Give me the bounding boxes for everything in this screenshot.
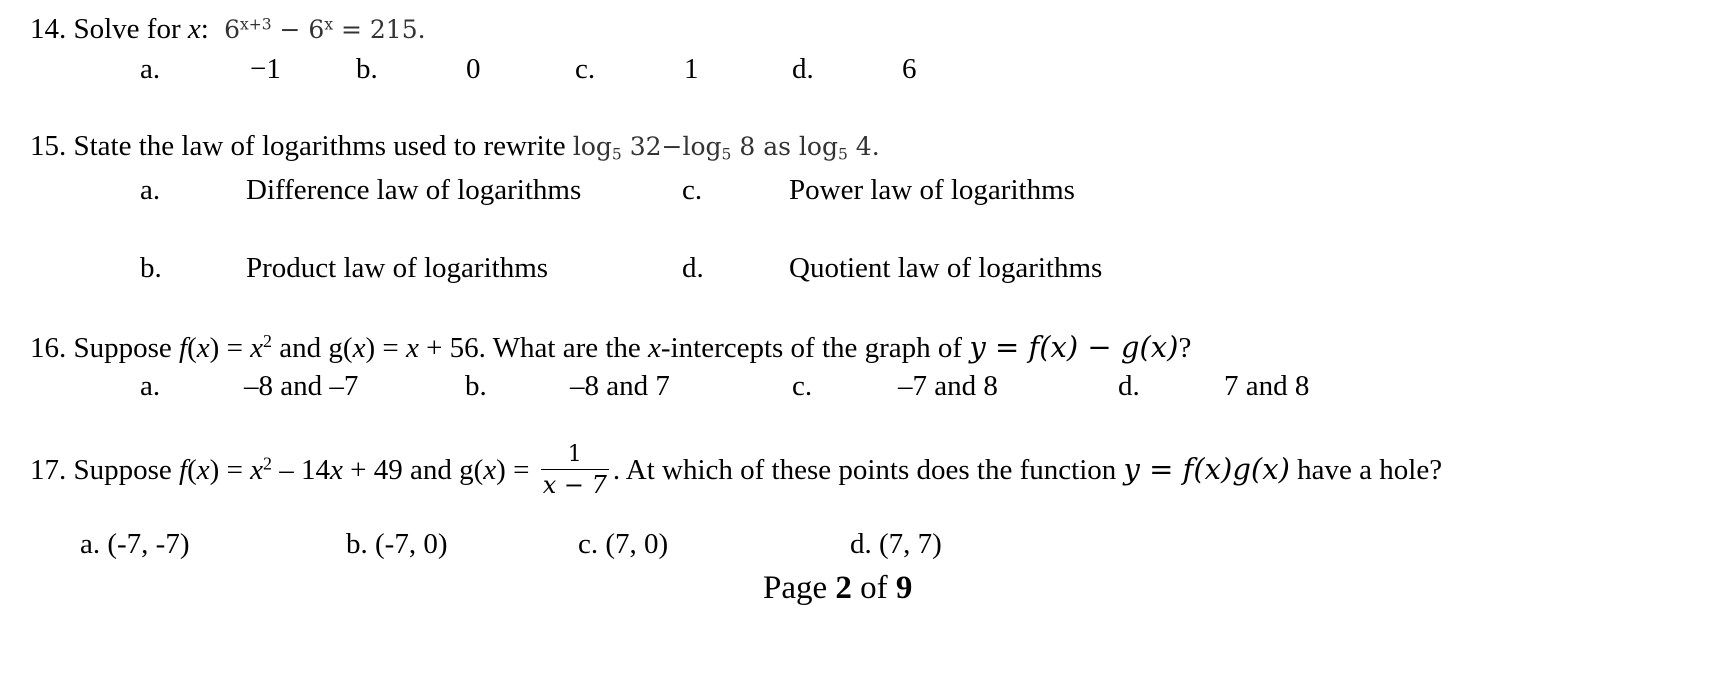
option-value: 0 (466, 53, 481, 85)
text: ) = (209, 454, 251, 487)
option-value: Power law of logarithms (789, 174, 1075, 206)
text: ? (1178, 332, 1192, 364)
variable-x: x (648, 332, 661, 364)
question-17 (30, 442, 1443, 499)
option-letter: b. (140, 252, 162, 284)
variable-x: x (405, 332, 419, 364)
option-letter: c. (792, 370, 813, 402)
option-letter: a. (140, 174, 161, 206)
text: + 49 and g( (342, 454, 484, 487)
option-letter: c. (682, 174, 703, 206)
eq-rhs: = 215. (333, 15, 426, 44)
variable-x: x (483, 454, 497, 487)
fraction-denominator: x − 7 (542, 471, 607, 499)
text: -intercepts of the graph of (660, 332, 970, 364)
text: ) = (496, 454, 537, 487)
page-number (763, 572, 912, 605)
option-letter: d. (1118, 370, 1140, 402)
log-word: log (572, 132, 612, 161)
question-14 (30, 15, 426, 44)
log-arg: 8 as (731, 132, 799, 161)
option-value: 6 (902, 53, 917, 85)
log-word: log (798, 132, 838, 161)
option-value: –8 and –7 (244, 370, 359, 402)
variable-x: x (330, 454, 343, 487)
text: ( (187, 332, 197, 364)
option-letter: c. (575, 53, 596, 85)
option-value: −1 (250, 53, 281, 85)
variable-x: x (196, 454, 210, 487)
text: and g( (272, 332, 353, 364)
question-14-text: 14. Solve for (30, 13, 188, 45)
log-arg: 32− (621, 132, 683, 161)
total-pages: 9 (895, 570, 913, 606)
option-value: Product law of logarithms (246, 252, 549, 284)
text: . At which of these points does the function (612, 454, 1124, 487)
function-f: f (179, 454, 188, 487)
fraction-numerator: 1 (567, 442, 582, 467)
log-base: 5 (837, 145, 848, 164)
text: 16. Suppose (30, 332, 180, 364)
question-15-expression (572, 132, 880, 164)
question-16 (30, 330, 1192, 364)
option-value: –7 and 8 (898, 370, 998, 402)
eq-base: 6 (224, 15, 240, 44)
text: ) = (365, 332, 406, 364)
text: + 56. What are the (418, 332, 649, 364)
exponent: 2 (263, 331, 273, 352)
option-letter: d. (682, 252, 704, 284)
option: c. (7, 0) (578, 528, 669, 560)
option: b. (-7, 0) (346, 528, 448, 560)
text: ( (187, 454, 197, 487)
log-word: log (682, 132, 722, 161)
function-expression: y = f(x) − g(x) (969, 330, 1179, 364)
option-letter: b. (356, 53, 378, 85)
question-15-text: 15. State the law of logarithms used to rewrite (30, 130, 573, 162)
option-value: 1 (684, 53, 699, 85)
variable-x: x (187, 13, 201, 45)
eq-exponent: x (324, 15, 334, 34)
variable-x: x (352, 332, 366, 364)
current-page: 2 (835, 570, 852, 606)
text: have a hole? (1289, 454, 1443, 487)
option-letter: d. (792, 53, 814, 85)
question-14-equation (224, 15, 426, 44)
text: ) = (209, 332, 251, 364)
colon: : (200, 13, 209, 45)
text: – 14 (272, 454, 331, 487)
option-value: –8 and 7 (570, 370, 670, 402)
log-arg: 4. (847, 132, 880, 161)
function-expression: y = f(x)g(x) (1123, 452, 1290, 487)
exponent: 2 (263, 453, 273, 474)
variable-x: x (250, 332, 264, 364)
eq-exponent: x+3 (239, 15, 272, 34)
question-15 (30, 130, 880, 164)
option-letter: a. (140, 370, 161, 402)
option: d. (7, 7) (850, 528, 942, 560)
fraction (541, 444, 609, 497)
log-base: 5 (721, 145, 732, 164)
function-f: f (179, 332, 188, 364)
log-base: 5 (611, 145, 622, 164)
variable-x: x (196, 332, 210, 364)
option-value: Difference law of logarithms (246, 174, 582, 206)
option-letter: b. (465, 370, 487, 402)
variable-x: x (250, 454, 264, 487)
option-value: 7 and 8 (1224, 370, 1310, 402)
option-letter: a. (140, 53, 161, 85)
option-value: Quotient law of logarithms (789, 252, 1103, 284)
of-label: of (851, 570, 896, 606)
page-label: Page (763, 570, 836, 606)
option: a. (-7, -7) (80, 528, 190, 560)
eq-minus: − 6 (271, 15, 325, 44)
text: 17. Suppose (30, 454, 180, 487)
